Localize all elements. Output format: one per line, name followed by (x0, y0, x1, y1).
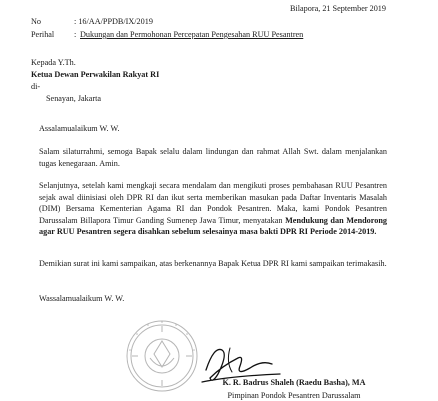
subject-value: Dukungan dan Permohonan Percepatan Pengesahan RUU Pesantren (80, 30, 304, 39)
statement-text: Selanjutnya, setelah kami mengkaji secara mendalam dan mengikuti proses pembahasan RUU Pesantren sejak awal diinisiasi oleh DPR RI dan ikut serta memberikan masukan pada Daftar Inventaris Masalah (DIM) Bersama Kementerian Agama RI dan Pondok Pesantren. Maka, kami Pondok Pesantren Darussalam Billapora Timur Ganding Sumenep Jawa Timur, menyatakan (39, 181, 387, 225)
place-date: Bilapora, 21 September 2019 (290, 4, 386, 13)
recipient-greeting: Kepada Y.Th. (31, 58, 76, 67)
closing-salutation: Wassalamualaikum W. W. (39, 294, 125, 303)
statement-emphasis: Mendukung dan Mendorong agar RUU Pesantren segera disahkan sebelum selesainya masa bakti DPR RI Periode 2014-2019. (39, 215, 387, 237)
subject-colon: : (74, 30, 77, 39)
signer-title: Pimpinan Pondok Pesantren Darussalam (227, 391, 361, 400)
paragraph-greeting: Salam silaturrahmi, semoga Bapak selalu dalam lindungan dan rahmat Allah Swt. dalam menjalankan tugas kenegaraan. Amin. (39, 147, 387, 168)
paragraph-closing: Demikian surat ini kami sampaikan, atas berkenannya Bapak Ketua DPR RI kami sampaikan terimakasih. (39, 259, 387, 268)
recipient-location: Senayan, Jakarta (46, 94, 102, 103)
letter-number-value: : 16/AA/PPDB/IX/2019 (74, 17, 153, 26)
paragraph-statement (39, 180, 387, 238)
letter-number-label: No (31, 17, 42, 26)
subject-label: Perihal (31, 30, 55, 39)
recipient-name: Ketua Dewan Perwakilan Rakyat RI (31, 70, 160, 79)
signer-name: K. R. Badrus Shaleh (Raedu Basha), MA (222, 378, 366, 387)
opening-salutation: Assalamualaikum W. W. (39, 124, 120, 133)
recipient-di: di- (31, 82, 41, 91)
